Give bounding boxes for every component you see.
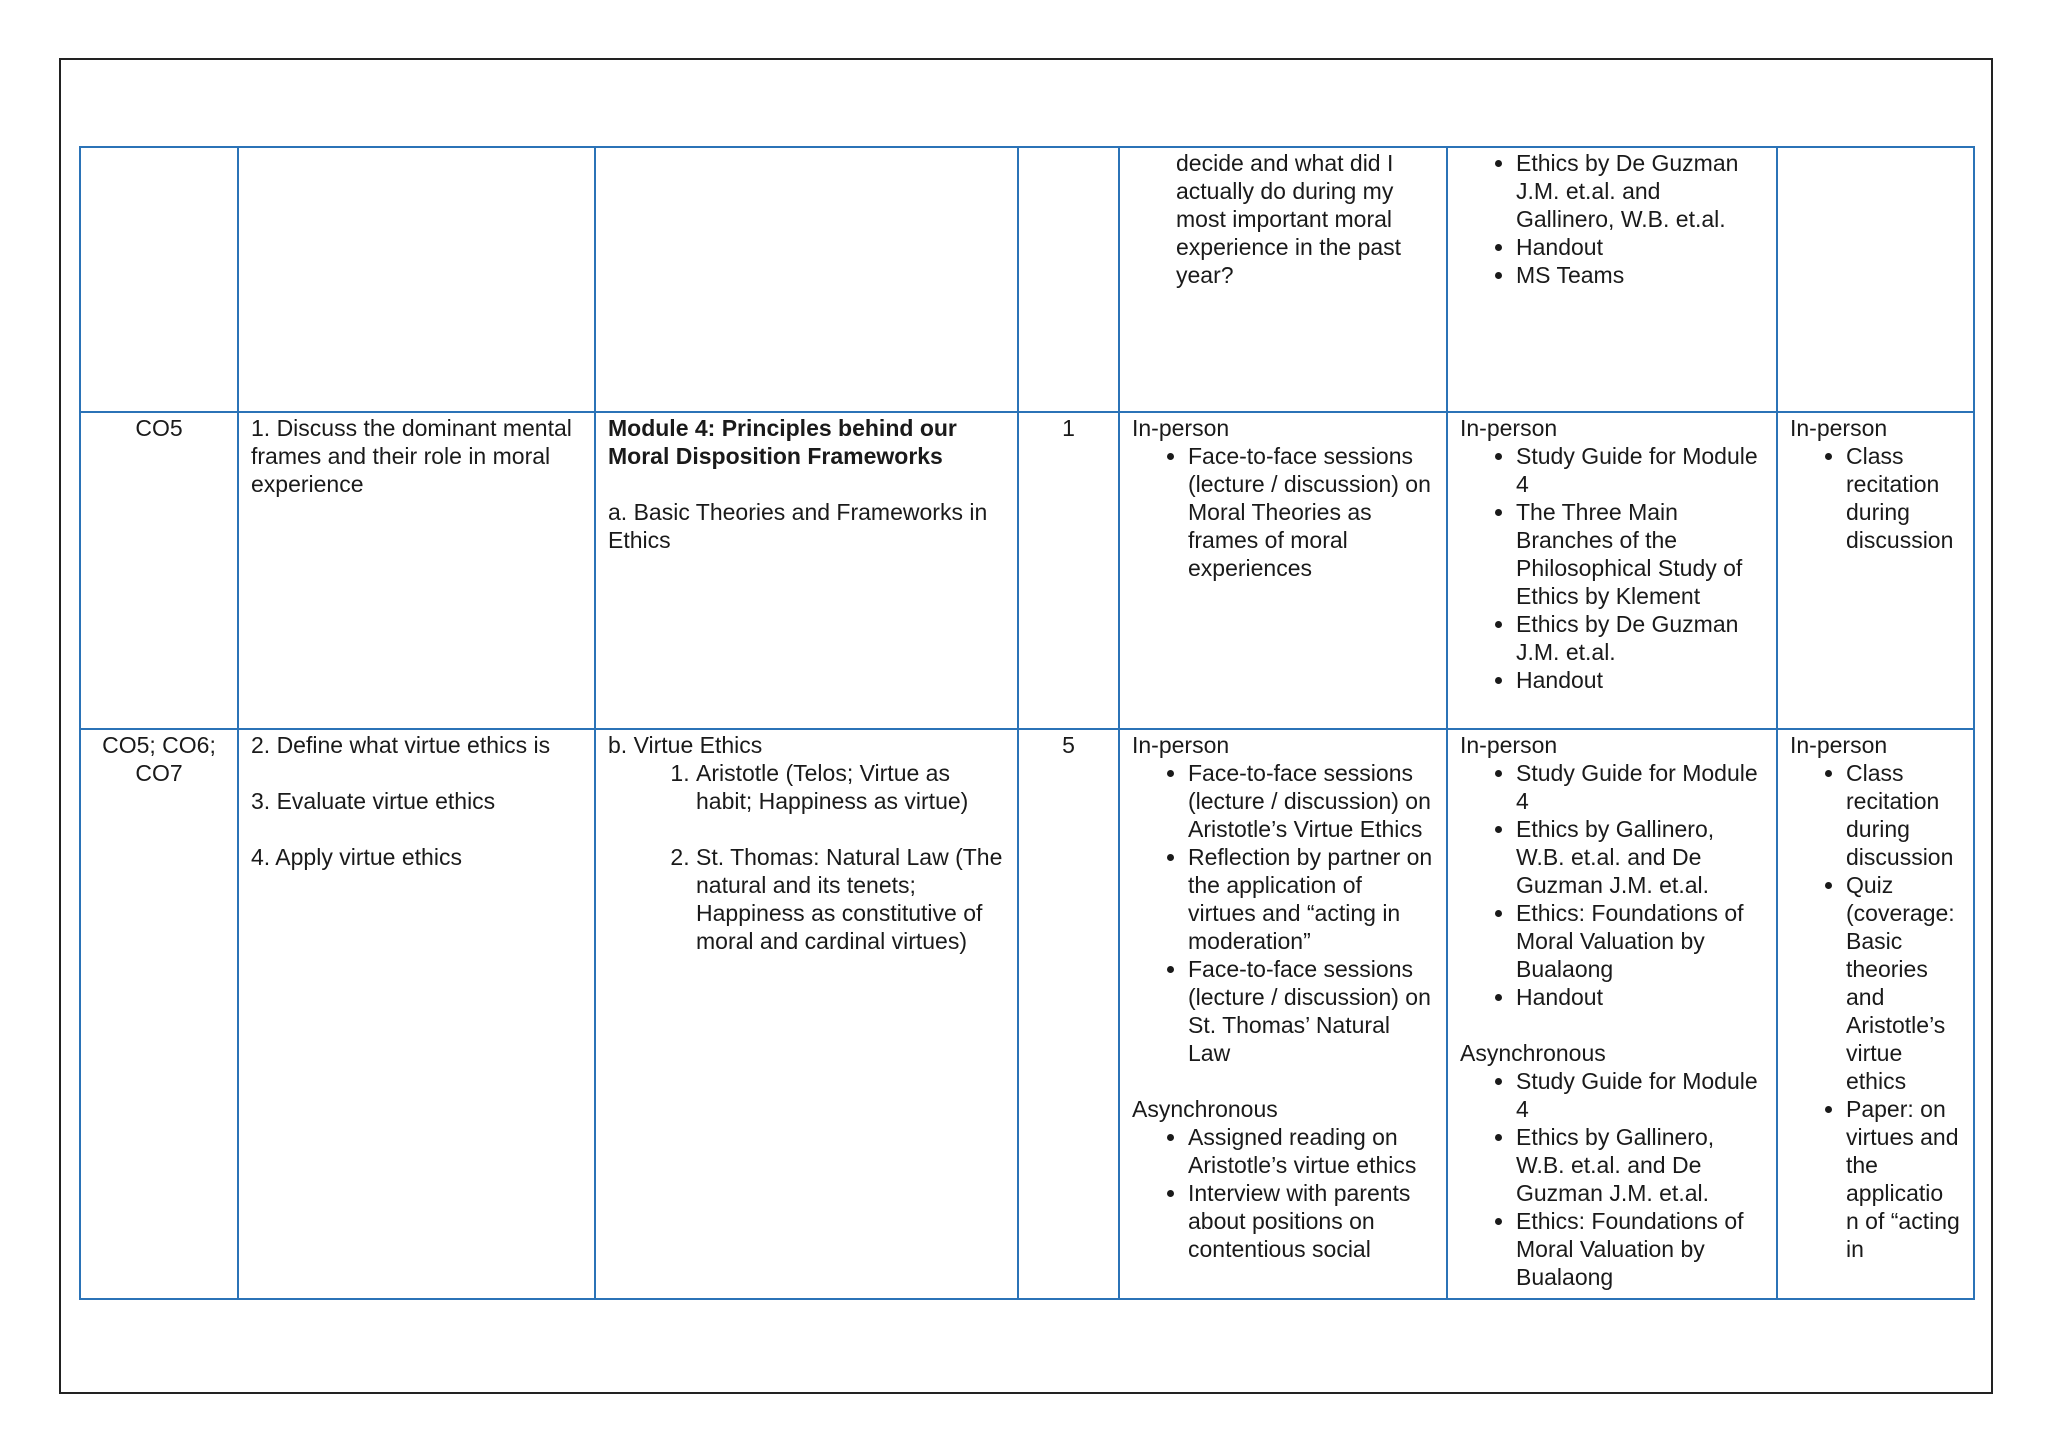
list-item: • MS Teams bbox=[1516, 261, 1764, 289]
list-item: • Class recitation during discussion bbox=[1846, 759, 1961, 871]
hours-cell: 5 bbox=[1018, 729, 1119, 1299]
resources-list bbox=[1460, 442, 1764, 694]
objectives-cell bbox=[238, 412, 595, 729]
list-item: • Interview with parents about positions on contentious social bbox=[1188, 1179, 1434, 1263]
hours-cell: 1 bbox=[1018, 412, 1119, 729]
objective-text: 2. Define what virtue ethics is bbox=[251, 732, 551, 758]
list-item: • Study Guide for Module 4 bbox=[1516, 442, 1764, 498]
list-item: • Paper: on virtues and the applicatio n of “acting in bbox=[1846, 1095, 1961, 1263]
syllabus-table bbox=[79, 146, 1975, 1300]
resources-heading: Asynchronous bbox=[1460, 1040, 1606, 1066]
list-item: • Assigned reading on Aristotle’s virtue ethics bbox=[1188, 1123, 1434, 1179]
table-row bbox=[80, 412, 1974, 729]
list-item: • Ethics by De Guzman J.M. et.al. and Gallinero, W.B. et.al. bbox=[1516, 149, 1764, 233]
hours-cell bbox=[1018, 147, 1119, 412]
activities-cell bbox=[1119, 412, 1447, 729]
module-title: Module 4: Principles behind our Moral Disposition Frameworks bbox=[608, 415, 957, 469]
activities-cell bbox=[1119, 147, 1447, 412]
resources-list bbox=[1460, 149, 1764, 289]
assessment-cell bbox=[1777, 147, 1974, 412]
content-cell bbox=[595, 412, 1018, 729]
resources-list bbox=[1460, 1067, 1764, 1291]
objective-text: 3. Evaluate virtue ethics bbox=[251, 788, 496, 814]
list-item: • Face-to-face sessions (lecture / discussion) on Moral Theories as frames of moral experiences bbox=[1188, 442, 1434, 582]
table-row bbox=[80, 147, 1974, 412]
objective-text: 4. Apply virtue ethics bbox=[251, 844, 462, 870]
list-item: • Handout bbox=[1516, 983, 1764, 1011]
list-item: • Ethics: Foundations of Moral Valuation by Bualaong bbox=[1516, 899, 1764, 983]
activities-list bbox=[1132, 442, 1434, 582]
activities-list bbox=[1132, 1123, 1434, 1263]
resources-list bbox=[1460, 759, 1764, 1011]
content-numbered-list bbox=[608, 759, 1005, 955]
objective-text: 1. Discuss the dominant mental frames and their role in moral experience bbox=[251, 415, 572, 497]
list-item: • Study Guide for Module 4 bbox=[1516, 759, 1764, 815]
list-item: • Face-to-face sessions (lecture / discussion) on St. Thomas’ Natural Law bbox=[1188, 955, 1434, 1067]
list-item: • Handout bbox=[1516, 233, 1764, 261]
content-cell bbox=[595, 729, 1018, 1299]
activities-heading: In-person bbox=[1132, 732, 1230, 758]
list-item: • Ethics: Foundations of Moral Valuation by Bualaong bbox=[1516, 1207, 1764, 1291]
content-topic: b. Virtue Ethics bbox=[608, 732, 763, 758]
list-item: • Ethics by Gallinero, W.B. et.al. and De Guzman J.M. et.al. bbox=[1516, 815, 1764, 899]
co-cell: CO5; CO6; CO7 bbox=[80, 729, 238, 1299]
list-item: • Ethics by Gallinero, W.B. et.al. and De Guzman J.M. et.al. bbox=[1516, 1123, 1764, 1207]
activities-cell bbox=[1119, 729, 1447, 1299]
list-item: • Class recitation during discussion bbox=[1846, 442, 1961, 554]
activities-continuation-text: decide and what did I actually do during my most important moral experience in the past year? bbox=[1176, 150, 1402, 288]
assessment-heading: In-person bbox=[1790, 415, 1888, 441]
table-row bbox=[80, 729, 1974, 1299]
assessment-cell bbox=[1777, 729, 1974, 1299]
content-cell bbox=[595, 147, 1018, 412]
list-item: • Study Guide for Module 4 bbox=[1516, 1067, 1764, 1123]
co-cell bbox=[80, 147, 238, 412]
assessment-cell bbox=[1777, 412, 1974, 729]
objectives-cell bbox=[238, 729, 595, 1299]
activities-heading: Asynchronous bbox=[1132, 1096, 1278, 1122]
list-item: • Face-to-face sessions (lecture / discussion) on Aristotle’s Virtue Ethics bbox=[1188, 759, 1434, 843]
co-cell: CO5 bbox=[80, 412, 238, 729]
objectives-cell bbox=[238, 147, 595, 412]
resources-cell bbox=[1447, 729, 1777, 1299]
activities-heading: In-person bbox=[1132, 415, 1230, 441]
resources-cell bbox=[1447, 412, 1777, 729]
list-item: • Quiz (coverage: Basic theories and Aristotle’s virtue ethics bbox=[1846, 871, 1961, 1095]
list-item: 2. St. Thomas: Natural Law (The natural and its tenets; Happiness as constitutive of moral and cardinal virtues) bbox=[696, 843, 1005, 955]
list-item: 1. Aristotle (Telos; Virtue as habit; Happiness as virtue) bbox=[696, 759, 1005, 815]
assessment-list bbox=[1790, 442, 1961, 554]
list-item: • The Three Main Branches of the Philosophical Study of Ethics by Klement bbox=[1516, 498, 1764, 610]
resources-heading: In-person bbox=[1460, 415, 1558, 441]
list-item: • Ethics by De Guzman J.M. et.al. bbox=[1516, 610, 1764, 666]
resources-heading: In-person bbox=[1460, 732, 1558, 758]
activities-list bbox=[1132, 759, 1434, 1067]
assessment-list bbox=[1790, 759, 1961, 1263]
list-item: • Handout bbox=[1516, 666, 1764, 694]
resources-cell bbox=[1447, 147, 1777, 412]
list-item: • Reflection by partner on the application of virtues and “acting in moderation” bbox=[1188, 843, 1434, 955]
content-topic: a. Basic Theories and Frameworks in Ethics bbox=[608, 499, 988, 553]
assessment-heading: In-person bbox=[1790, 732, 1888, 758]
